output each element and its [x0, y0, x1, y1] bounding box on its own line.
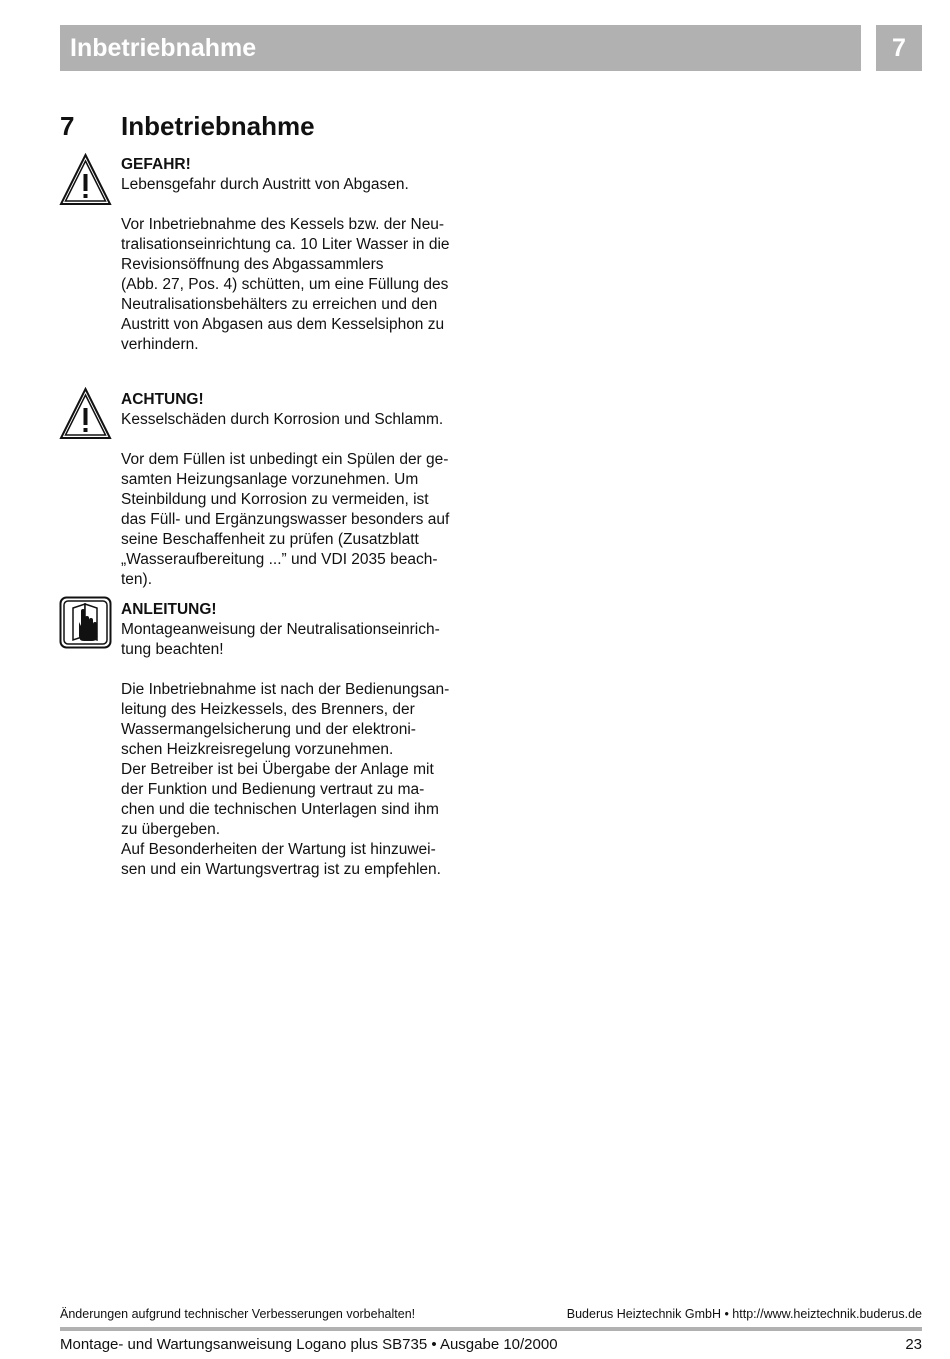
- text-line: zu übergeben.: [121, 821, 221, 838]
- text-line: Auf Besonderheiten der Wartung ist hinzuwei-: [121, 841, 436, 858]
- section-title: Inbetriebnahme: [121, 111, 315, 141]
- instruction-text-a: [121, 620, 471, 660]
- danger-block: [121, 155, 471, 355]
- text-line: ten).: [121, 571, 153, 588]
- text-line: (Abb. 27, Pos. 4) schütten, um eine Füllung des: [121, 276, 449, 293]
- danger-text: [121, 215, 471, 355]
- section-number: 7: [60, 111, 75, 141]
- warning-triangle-icon: [59, 387, 112, 440]
- text-line: leitung des Heizkessels, des Brenners, der: [121, 701, 415, 718]
- text-line: schen Heizkreisregelung vorzunehmen.: [121, 741, 394, 758]
- warning-triangle-icon: [59, 153, 112, 206]
- text-line: Montageanweisung der Neutralisationseinrich-: [121, 621, 440, 638]
- text-line: samten Heizungsanlage vorzunehmen. Um: [121, 471, 419, 488]
- manual-hand-icon: [59, 596, 112, 649]
- text-line: Revisionsöffnung des Abgassammlers: [121, 256, 384, 273]
- text-line: chen und die technischen Unterlagen sind ihm: [121, 801, 439, 818]
- text-line: Neutralisationsbehälters zu erreichen und den: [121, 296, 438, 313]
- text-line: „Wasseraufbereitung ...” und VDI 2035 beach-: [121, 551, 438, 568]
- text-line: Die Inbetriebnahme ist nach der Bedienungsan-: [121, 681, 450, 698]
- text-line: Vor Inbetriebnahme des Kessels bzw. der Neu-: [121, 216, 445, 233]
- instruction-label: ANLEITUNG!: [121, 601, 217, 618]
- header-title: Inbetriebnahme: [60, 25, 861, 71]
- caution-text: [121, 450, 471, 590]
- footer-disclaimer: Änderungen aufgrund technischer Verbesserungen vorbehalten!: [60, 1307, 416, 1321]
- danger-label: GEFAHR!: [121, 156, 191, 173]
- text-line: das Füll- und Ergänzungswasser besonders auf: [121, 511, 450, 528]
- text-line: Steinbildung und Korrosion zu vermeiden, ist: [121, 491, 429, 508]
- danger-subtitle: Lebensgefahr durch Austritt von Abgasen.: [121, 176, 409, 193]
- footer-document: Montage- und Wartungsanweisung Logano plus SB735 • Ausgabe 10/2000: [60, 1336, 558, 1353]
- text-line: Der Betreiber ist bei Übergabe der Anlage mit: [121, 761, 434, 778]
- instruction-block: [121, 600, 471, 880]
- instruction-text-b: [121, 680, 471, 880]
- text-line: Wassermangelsicherung und der elektroni-: [121, 721, 416, 738]
- caution-block: [121, 390, 471, 590]
- footer-rule: [60, 1327, 922, 1331]
- text-line: Vor dem Füllen ist unbedingt ein Spülen der ge-: [121, 451, 449, 468]
- caution-label: ACHTUNG!: [121, 391, 204, 408]
- text-line: der Funktion und Bedienung vertraut zu ma-: [121, 781, 425, 798]
- text-line: Austritt von Abgasen aus dem Kesselsiphon zu: [121, 316, 445, 333]
- footer-company: Buderus Heiztechnik GmbH • http://www.heiztechnik.buderus.de: [566, 1307, 922, 1321]
- page-number: 23: [905, 1336, 922, 1353]
- text-line: verhindern.: [121, 336, 199, 353]
- text-line: tung beachten!: [121, 641, 224, 658]
- header-chapter-number: 7: [876, 25, 922, 71]
- caution-subtitle: Kesselschäden durch Korrosion und Schlamm.: [121, 411, 444, 428]
- text-line: seine Beschaffenheit zu prüfen (Zusatzblatt: [121, 531, 419, 548]
- text-line: tralisationseinrichtung ca. 10 Liter Wasser in die: [121, 236, 450, 253]
- text-line: sen und ein Wartungsvertrag ist zu empfehlen.: [121, 861, 441, 878]
